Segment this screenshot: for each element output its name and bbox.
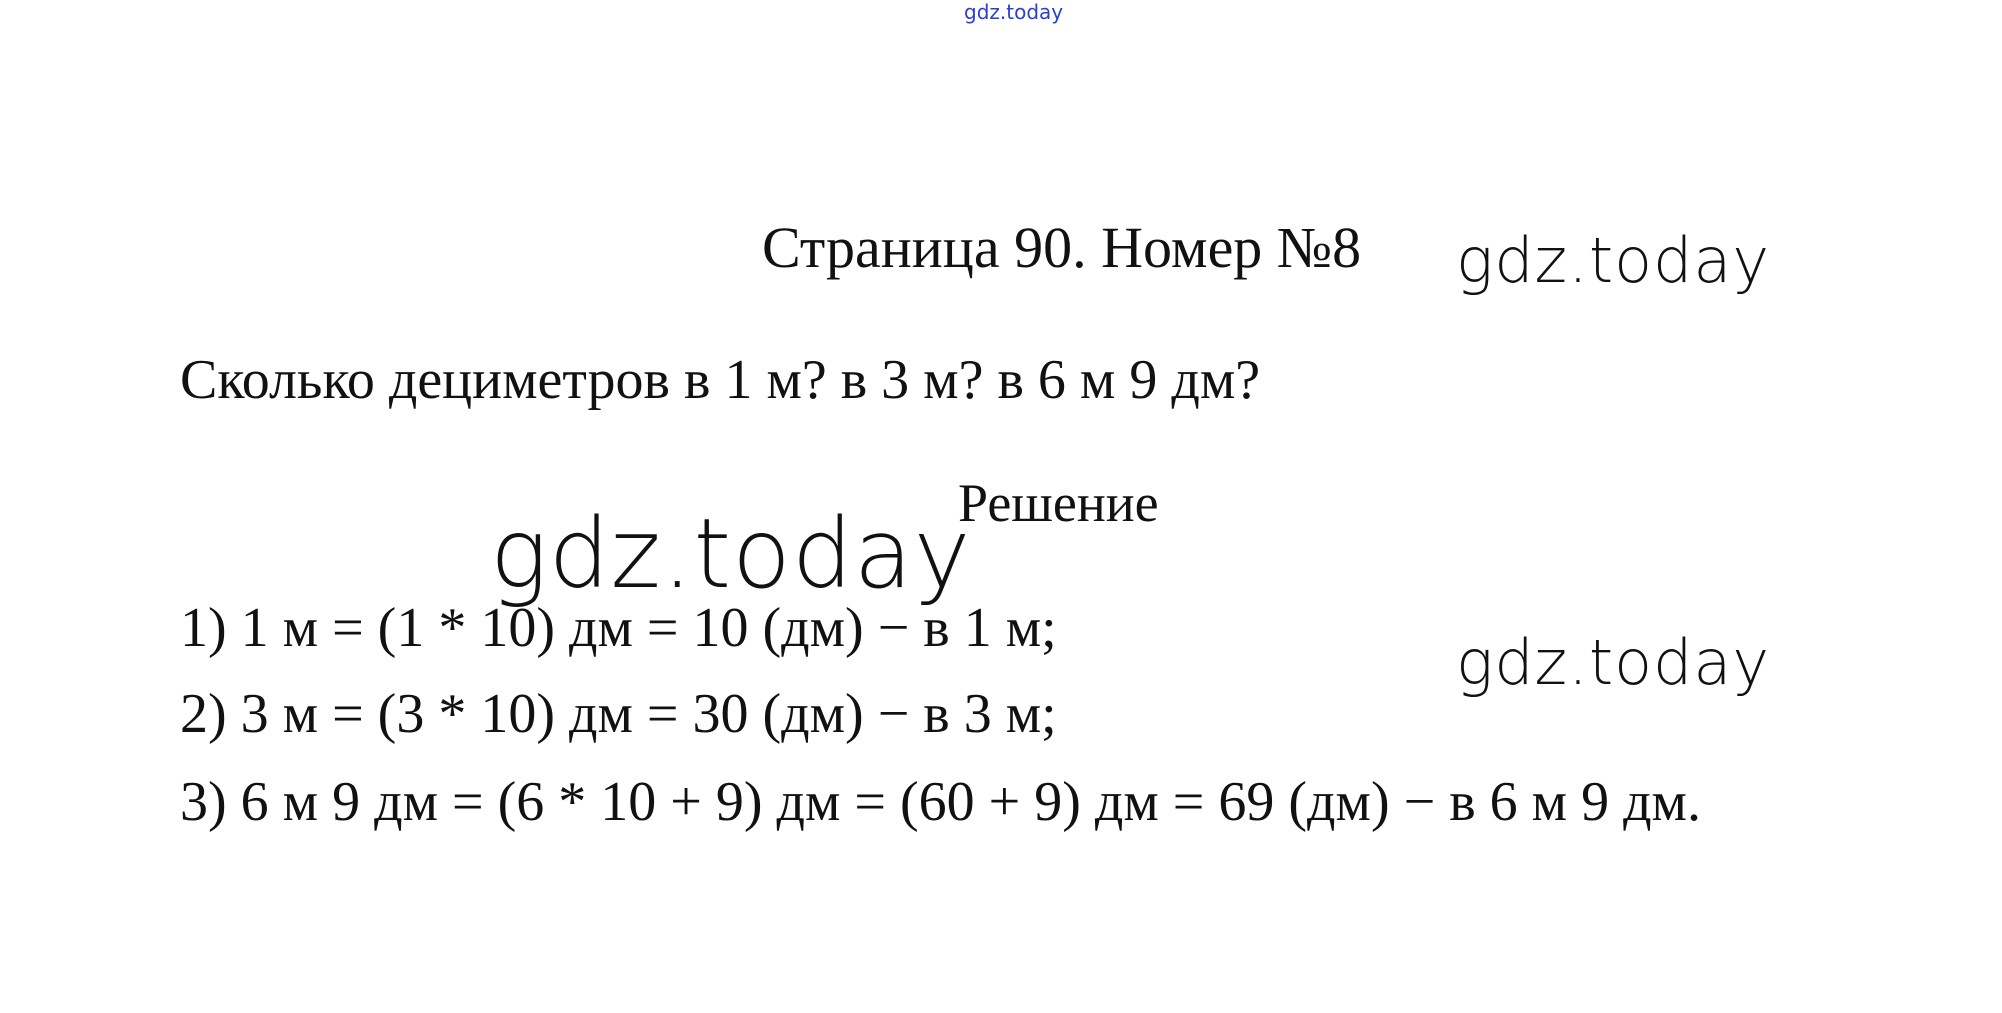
- watermark-right-upper: gdz.today: [1456, 224, 1771, 297]
- solution-step: 1) 1 м = (1 * 10) дм = 10 (дм) − в 1 м;: [180, 597, 1057, 659]
- task-question: Сколько дециметров в 1 м? в 3 м? в 6 м 9 дм?: [180, 349, 1261, 411]
- watermark-right-lower: gdz.today: [1456, 626, 1771, 699]
- solution-step: 3) 6 м 9 дм = (6 * 10 + 9) дм = (60 + 9) дм = 69 (дм) − в 6 м 9 дм.: [180, 771, 1701, 833]
- top-watermark-link[interactable]: gdz.today: [964, 0, 1064, 24]
- solution-step: 2) 3 м = (3 * 10) дм = 30 (дм) − в 3 м;: [180, 683, 1057, 745]
- watermark-center: gdz.today: [490, 498, 972, 610]
- solution-label: Решение: [958, 473, 1159, 533]
- page-heading: Страница 90. Номер №8: [762, 215, 1362, 280]
